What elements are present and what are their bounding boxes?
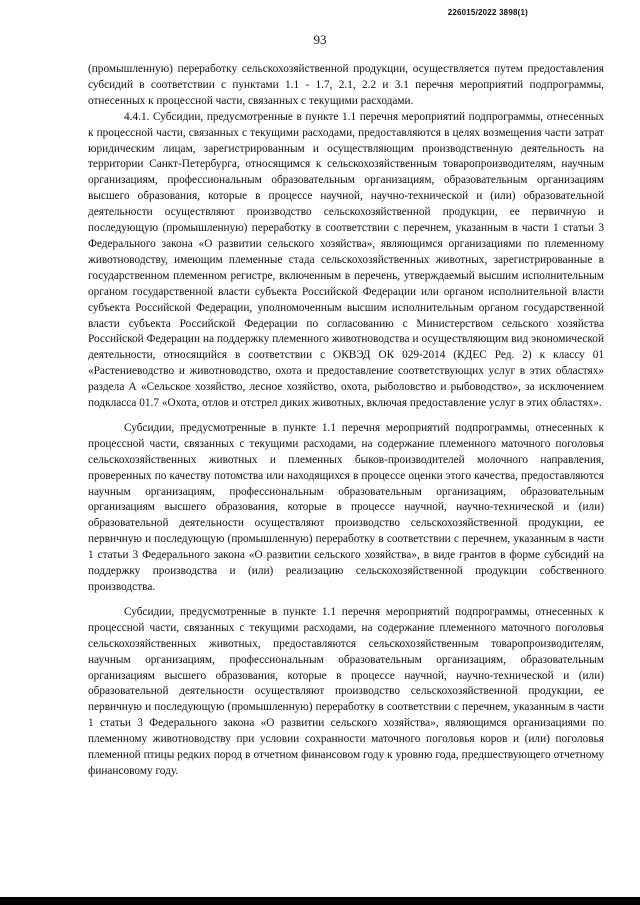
paragraph-breeding-bulls-subsidy: Субсидии, предусмотренные в пункте 1.1 перечня мероприятий подпрограммы, отнесенных к процессной части, связанных с текущими расходами, на содержание племенного маточного поголовья сельскохозяйственных животных и племенных быков-производителей молочного направления, проверенных по качеству потомства или находящихся в процессе оценки этого качества, предоставляются научным организациям, профессиональным образовательным организациям, образовательным организациям высшего образования, которые в процессе научной, научно-технической и (или) образовательной деятельности осуществляют производство сельскохозяйственной продукции, ее первичную и последующую (промышленную) переработку в соответствии с перечнем, указанным в части 1 статьи 3 Федерального закона «О развитии сельского хозяйства», в виде грантов в форме субсидий на поддержку производства и (или) реализацию сельскохозяйственной продукции собственного производства. <box>88 421 604 593</box>
document-registration-number: 226015/2022 3898(1) <box>447 8 528 17</box>
paragraph-breeding-herd-subsidy: Субсидии, предусмотренные в пункте 1.1 перечня мероприятий подпрограммы, отнесенных к процессной части, связанных с текущими расходами, на содержание племенного маточного поголовья сельскохозяйственных животных, предоставляются сельскохозяйственным товаропроизводителям, научным организациям, профессиональным образовательным организациям, образовательным организациям высшего образования, которые в процессе научной, научно-технической и (или) образовательной деятельности осуществляют производство сельскохозяйственной продукции, ее первичную и последующую (промышленную) переработку в соответствии с перечнем, указанным в части 1 статьи 3 Федерального закона «О развитии сельского хозяйства», являющимся организациями по племенному животноводству при условии сохранности маточного поголовья коров и (или) поголовья племенной птицы редких пород в отчетном финансовом году к уровню года, предшествующего отчетному финансовому году. <box>88 605 604 777</box>
document-body <box>88 62 604 780</box>
paragraph-continuation: (промышленную) переработку сельскохозяйственной продукции, осуществляется путем предоставления субсидий в соответствии с пунктами 1.1 - 1.7, 2.1, 2.2 и 3.1 перечня мероприятий подпрограммы, отнесенных к процессной части, связанных с текущими расходами. <box>88 63 604 107</box>
scan-border <box>0 897 640 905</box>
page-number: 93 <box>313 32 327 47</box>
paragraph-4-4-1: 4.4.1. Субсидии, предусмотренные в пункте 1.1 перечня мероприятий подпрограммы, отнесенных к процессной части, связанных с текущими расходами, предоставляются в целях возмещения части затрат юридическим лицам, зарегистрированным и осуществляющим производственную деятельность на территории Санкт-Петербурга, относящимся к сельскохозяйственным товаропроизводителям, научным организациям, профессиональным образовательным организациям, образовательным организациям высшего образования, которые в процессе научной, научно-технической и (или) образовательной деятельности осуществляют производство сельскохозяйственной продукции, ее первичную и последующую (промышленную) переработку в соответствии с перечнем, указанным в части 1 статьи 3 Федерального закона «О развитии сельского хозяйства», являющимся организациями по племенному животноводству, имеющим племенные стада сельскохозяйственных животных, зарегистрированные в государственном племенном регистре, включенным в перечень, утверждаемый высшим исполнительным органом государственной власти субъекта Российской Федерации или органом исполнительной власти субъекта Российской Федерации, уполномоченным высшим исполнительным органом государственной власти субъекта Российской Федерации по согласованию с Министерством сельского хозяйства Российской Федерации на поддержку племенного животноводства и осуществляющим вид экономической деятельности, относящийся в соответствии с ОКВЭД ОК 029-2014 (КДЕС Ред. 2) к классу 01 «Растениеводство и животноводство, охота и предоставление соответствующих услуг в этих областях» раздела А «Сельское хозяйство, лесное хозяйство, охота, рыболовство и рыбоводство», за исключением подкласса 01.7 «Охота, отлов и отстрел диких животных, включая предоставление услуг в этих областях». <box>88 110 604 410</box>
